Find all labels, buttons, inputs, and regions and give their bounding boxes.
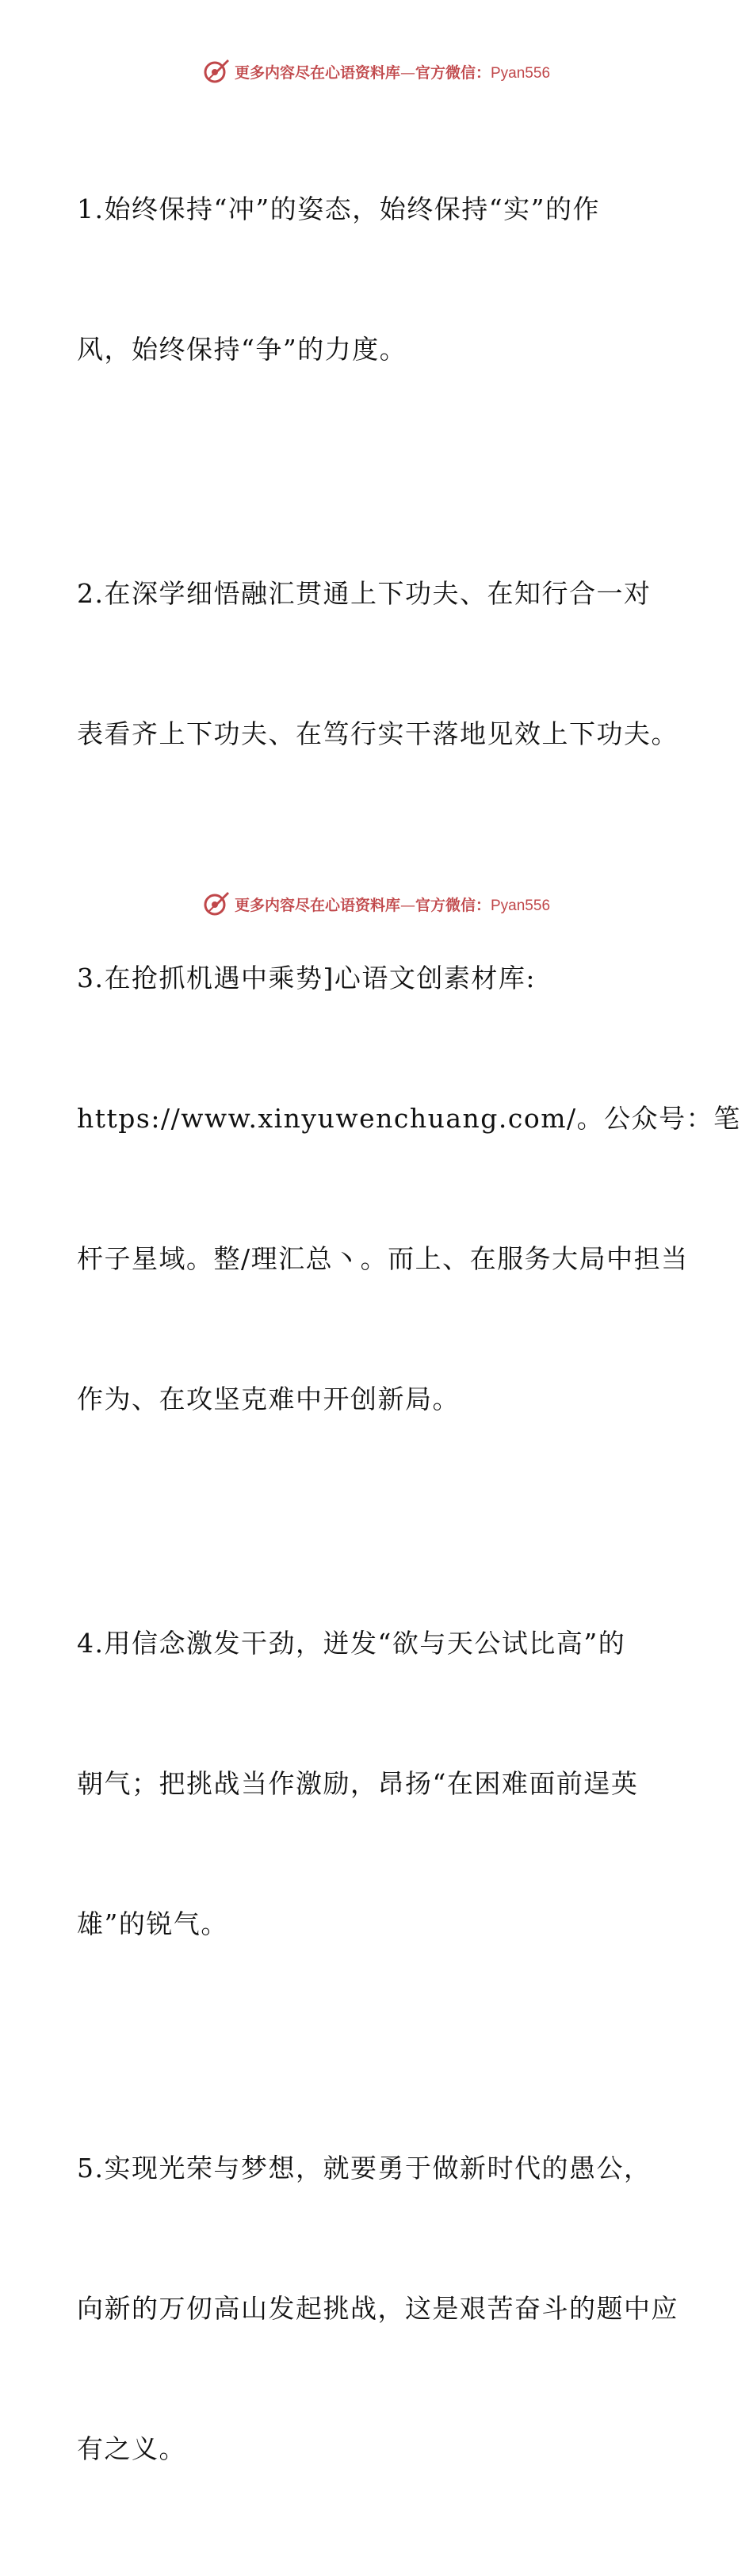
header-brand: 更多内容尽在心语资料库 xyxy=(234,63,400,82)
paragraph-line-link: https://www.xinyuwenchuang.com/。公众号：笔 xyxy=(77,1103,741,1134)
paragraph-line: 杆子星域。整/理汇总丶。而上、在服务大局中担当 xyxy=(77,1243,689,1274)
header-contact-label: 官方微信： xyxy=(415,63,491,82)
header-separator: — xyxy=(399,63,415,82)
paragraph-line: 有之义。 xyxy=(77,2433,186,2464)
paragraph-line: 风，始终保持“争”的力度。 xyxy=(77,334,407,365)
footer-banner-text xyxy=(235,894,550,915)
brand-logo-icon xyxy=(203,890,230,917)
document-body xyxy=(77,92,741,2576)
paragraph-line: 5.实现光荣与梦想，就要勇于做新时代的愚公， xyxy=(77,2153,652,2184)
paragraph-line: 雄”的锐气。 xyxy=(77,1908,228,1939)
paragraph-line: 3.在抢抓机遇中乘势]心语文创素材库: xyxy=(77,963,536,993)
brand-logo-icon xyxy=(203,58,230,85)
footer-contact-label: 官方微信： xyxy=(415,896,491,914)
paragraph-line: 向新的万仞高山发起挑战，这是艰苦奋斗的题中应 xyxy=(77,2293,678,2324)
header-banner-text xyxy=(235,61,550,82)
footer-contact-handle: Pyan556 xyxy=(491,897,551,914)
paragraph-2 xyxy=(77,477,679,851)
header-banner xyxy=(0,56,753,87)
paragraph-line: 表看齐上下功夫、在笃行实干落地见效上下功夫。 xyxy=(77,718,678,749)
footer-banner xyxy=(0,888,753,920)
paragraph-5 xyxy=(77,2051,679,2566)
paragraph-4 xyxy=(77,1526,679,2041)
paragraph-3 xyxy=(77,861,741,1516)
paragraph-line: 2.在深学细悟融汇贯通上下功夫、在知行合一对 xyxy=(77,578,652,609)
footer-separator: — xyxy=(399,896,415,914)
footer-brand: 更多内容尽在心语资料库 xyxy=(234,896,400,914)
paragraph-line: 作为、在攻坚克难中开创新局。 xyxy=(77,1384,460,1414)
paragraph-line: 朝气；把挑战当作激励，昂扬“在困难面前逞英 xyxy=(77,1768,639,1799)
paragraph-line: 1.始终保持“冲”的姿态，始终保持“实”的作 xyxy=(77,193,600,224)
paragraph-line: 4.用信念激发干劲，迸发“欲与天公试比高”的 xyxy=(77,1628,626,1659)
header-contact-handle: Pyan556 xyxy=(491,64,551,82)
paragraph-1 xyxy=(77,92,679,466)
